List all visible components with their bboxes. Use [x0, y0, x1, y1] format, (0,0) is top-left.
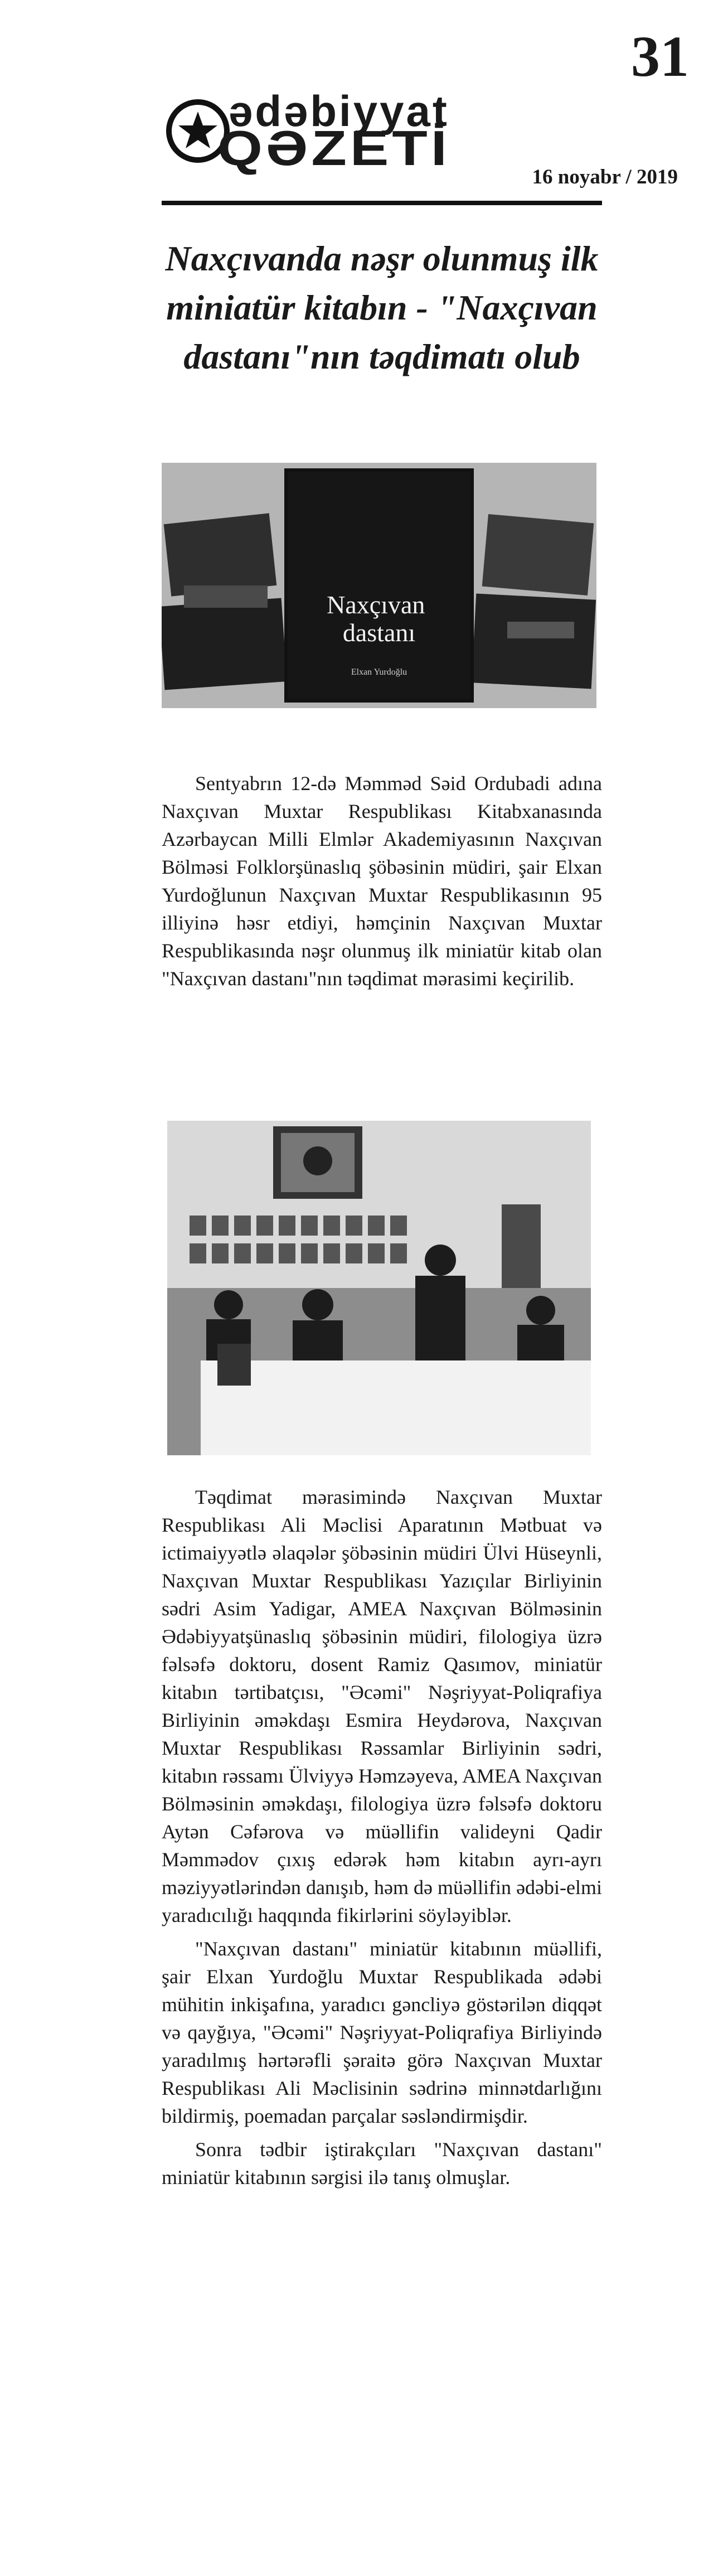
book-cover-title: Naxçıvan dastanı — [327, 590, 425, 647]
masthead-title-line1: ədəbiyyat — [229, 86, 449, 135]
book-photo-illustration — [162, 463, 596, 708]
masthead-title-line2: QƏZETİ — [217, 120, 450, 176]
issue-date: 16 noyabr / 2019 — [532, 166, 678, 188]
event-photo-illustration — [167, 1121, 591, 1455]
intro-paragraph: Sentyabrın 12-də Məmməd Səid Ordubadi adına Naxçıvan Muxtar Respublikası Kitabxanasında Azərbaycan Milli Elmlər Akademiyasının Naxçıvan Bölməsi Folklorşünaslıq şöbəsinin müdiri, şair Elxan Yurdoğlunun Naxçıvan Muxtar Respublikasının 95 illiyinə həsr etdiyi, həmçinin Naxçıvan Muxtar Respublikasında nəşr olunmuş ilk miniatür kitab olan "Naxçıvan dastanı"nın təqdimat mərasimi keçirilib. — [162, 772, 602, 990]
masthead — [162, 86, 474, 178]
body-paragraph-1: Təqdimat mərasimində Naxçıvan Muxtar Respublikası Ali Məclisi Aparatının Mətbuat və ictimaiyyətlə əlaqələr şöbəsinin müdiri Ülvi Hüseynli, Naxçıvan Muxtar Respublikası Yazıçılar Birliyinin sədri Asim Yadigar, AMEA Naxçıvan Bölməsinin Ədəbiyyatşünaslıq şöbəsinin müdiri, filologiya üzrə fəlsəfə doktoru, dosent Ramiz Qasımov, miniatür kitabın tərtibatçısı, "Əcəmi" Nəşriyyat-Poliqrafiya Birliyinin əməkdaşı Esmira Heydərova, Naxçıvan Muxtar Respublikası Rəssamlar Birliyinin sədri, kitabın rəssamı Ülviyyə Həmzəyeva, AMEA Naxçıvan Bölməsinin əməkdaşı, filologiya üzrə fəlsəfə doktoru Aytən Cəfərova və müəllifin valideyni Qadir Məmmədov çıxış edərək həm kitabın ayrı-ayrı məziyyətlərindən danışıb, həm də müəllifin ədəbi-elmi yaradıcılığı haqqında fikirlərini söyləyiblər. — [162, 1486, 602, 1926]
article-headline: Naxçıvanda nəşr olunmuş ilk miniatür kitabın - "Naxçıvan dastanı"nın təqdimatı olub — [165, 239, 599, 376]
book-cover-author: Elxan Yurdoğlu — [351, 667, 407, 677]
header-divider — [162, 201, 602, 205]
body-paragraph-3: Sonra tədbir iştirakçıları "Naxçıvan dastanı" miniatür kitabının sərgisi ilə tanış olmuşlar. — [162, 2138, 602, 2188]
event-photo — [167, 1121, 591, 1455]
book-photo — [162, 463, 596, 708]
body-paragraph-2: "Naxçıvan dastanı" miniatür kitabının müəllifi, şair Elxan Yurdoğlu Muxtar Respublikada ədəbi mühitin inkişafına, yaradıcı gəncliyə göstərilən diqqət və qayğıya, "Əcəmi" Nəşriyyat-Poliqrafiya Birliyində yaradılmış hərtərəfli şəraitə görə Naxçıvan Muxtar Respublikası Ali Məclisinin sədrinə minnətdarlığını bildirmiş, poemadan parçalar səsləndirmişdir. — [162, 1938, 602, 2127]
article-intro — [162, 769, 602, 992]
article-body — [162, 1483, 602, 2191]
page-number: 31 — [631, 25, 689, 89]
